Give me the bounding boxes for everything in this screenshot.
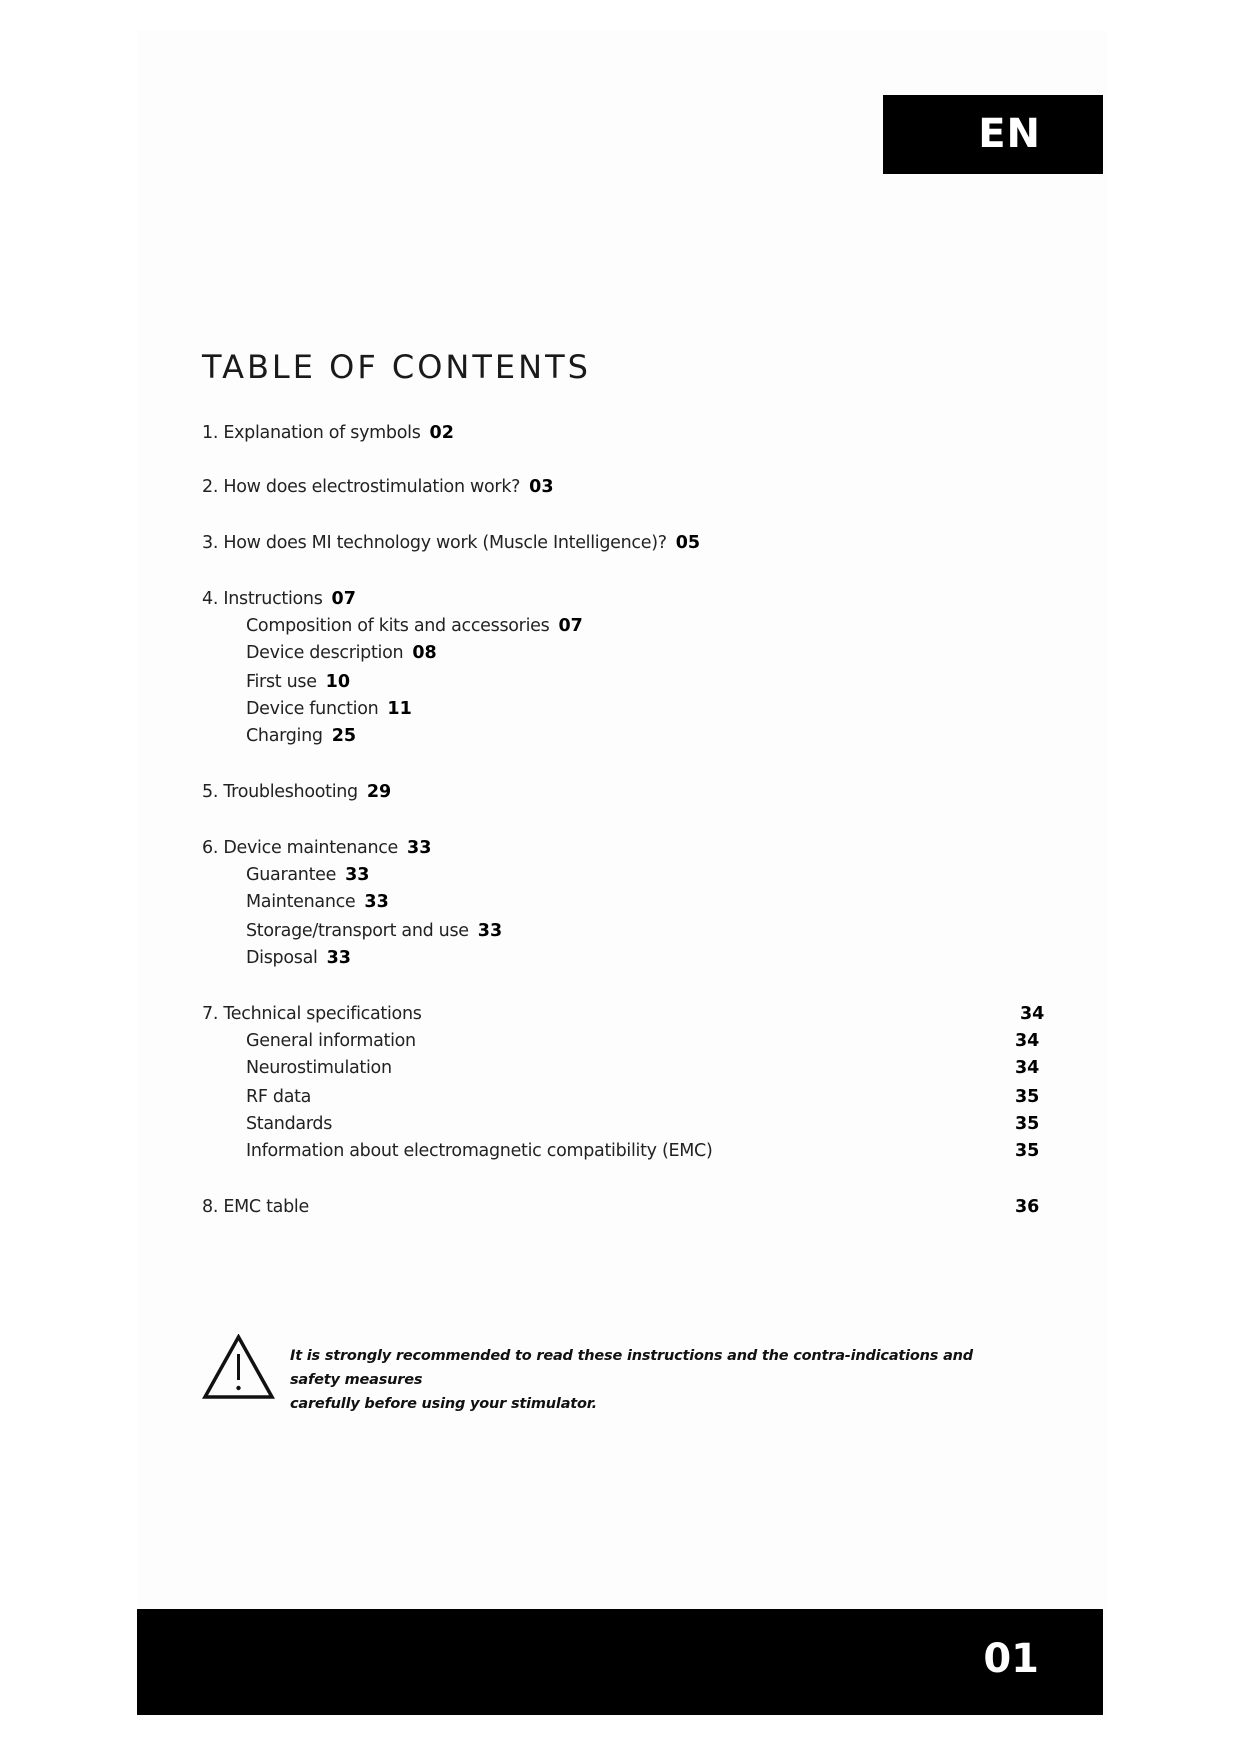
toc-entry-label: Maintenance (246, 892, 356, 912)
toc-entry-page: 33 (345, 865, 370, 885)
toc-entry-label: 2. How does electrostimulation work? (202, 477, 521, 497)
toc-subentry[interactable] (246, 724, 356, 748)
toc-title: TABLE OF CONTENTS (202, 348, 591, 386)
footer-bar (137, 1609, 1103, 1715)
warning-text-line: carefully before using your stimulator. (290, 1396, 597, 1412)
toc-entry-page: 36 (1015, 1197, 1040, 1217)
toc-entry-page: 07 (331, 589, 356, 609)
toc-entry-page: 35 (1015, 1087, 1040, 1107)
toc-entry-page: 34 (1015, 1031, 1040, 1051)
toc-entry-page: 35 (1015, 1141, 1040, 1161)
toc-entry-label: First use (246, 672, 317, 692)
toc-entry[interactable] (202, 780, 391, 804)
warning-triangle-icon (202, 1334, 275, 1400)
toc-entry[interactable] (202, 421, 454, 445)
warning-text (290, 1344, 1010, 1416)
toc-subentry[interactable] (246, 863, 369, 887)
toc-subentry[interactable] (246, 1085, 1052, 1109)
toc-entry-label: 3. How does MI technology work (Muscle Intelligence)? (202, 533, 667, 553)
toc-subentry[interactable] (246, 919, 502, 943)
toc-entry-page: 05 (675, 533, 701, 553)
safety-warning (202, 1332, 1002, 1412)
toc-entry-page: 34 (1015, 1058, 1040, 1078)
toc-entry-label: 6. Device maintenance (202, 838, 399, 858)
toc-entry-page: 07 (558, 616, 583, 636)
toc-entry-page: 29 (366, 782, 392, 802)
toc-entry-page: 02 (429, 423, 454, 443)
toc-entry-label: Guarantee (246, 865, 337, 885)
toc-entry-label: 5. Troubleshooting (202, 782, 358, 802)
toc-entry-label: RF data (246, 1087, 312, 1107)
toc-entry-page: 35 (1015, 1114, 1040, 1134)
toc-entry-page: 11 (387, 699, 412, 719)
toc-entry[interactable] (202, 1002, 1052, 1026)
toc-subentry[interactable] (246, 670, 350, 694)
toc-entry-label: Charging (246, 726, 323, 746)
toc-subentry[interactable] (246, 1112, 1052, 1136)
toc-entry-page: 08 (412, 643, 437, 663)
toc-subentry[interactable] (246, 697, 412, 721)
toc-entry-label: 7. Technical specifications (202, 1004, 422, 1024)
toc-entry-page: 33 (407, 838, 432, 858)
toc-subentry[interactable] (246, 946, 351, 970)
warning-text-line: It is strongly recommended to read these instructions and the contra-indications and safety measures (290, 1348, 973, 1388)
toc-entry-page: 33 (364, 892, 389, 912)
language-badge: EN (883, 95, 1103, 174)
toc-entry-page: 03 (529, 477, 554, 497)
toc-entry-label: Composition of kits and accessories (246, 616, 550, 636)
toc-entry-label: Disposal (246, 948, 318, 968)
toc-entry-label: Information about electromagnetic compatibility (EMC) (246, 1141, 713, 1161)
toc-entry[interactable] (202, 1195, 1052, 1219)
toc-entry-label: 8. EMC table (202, 1197, 309, 1217)
toc-subentry[interactable] (246, 1139, 1052, 1163)
toc-entry[interactable] (202, 836, 431, 860)
toc-entry-label: General information (246, 1031, 416, 1051)
toc-entry-label: 1. Explanation of symbols (202, 423, 421, 443)
toc-entry-page: 33 (326, 948, 351, 968)
toc-entry[interactable] (202, 531, 700, 555)
toc-subentry[interactable] (246, 890, 389, 914)
toc-entry-page: 25 (331, 726, 357, 746)
toc-entry[interactable] (202, 587, 356, 611)
toc-entry-page: 10 (325, 672, 351, 692)
toc-entry[interactable] (202, 475, 554, 499)
toc-subentry[interactable] (246, 641, 437, 665)
page-number: 01 (983, 1636, 1039, 1682)
toc-entry-page: 33 (477, 921, 503, 941)
toc-entry-label: 4. Instructions (202, 589, 323, 609)
toc-entry-label: Storage/transport and use (246, 921, 469, 941)
toc-entry-label: Standards (246, 1114, 333, 1134)
toc-entry-label: Neurostimulation (246, 1058, 392, 1078)
toc-entry-label: Device description (246, 643, 404, 663)
toc-subentry[interactable] (246, 614, 583, 638)
toc-subentry[interactable] (246, 1029, 1052, 1053)
toc-entry-label: Device function (246, 699, 379, 719)
toc-entry-page: 34 (1020, 1004, 1045, 1024)
toc-subentry[interactable] (246, 1056, 1052, 1080)
